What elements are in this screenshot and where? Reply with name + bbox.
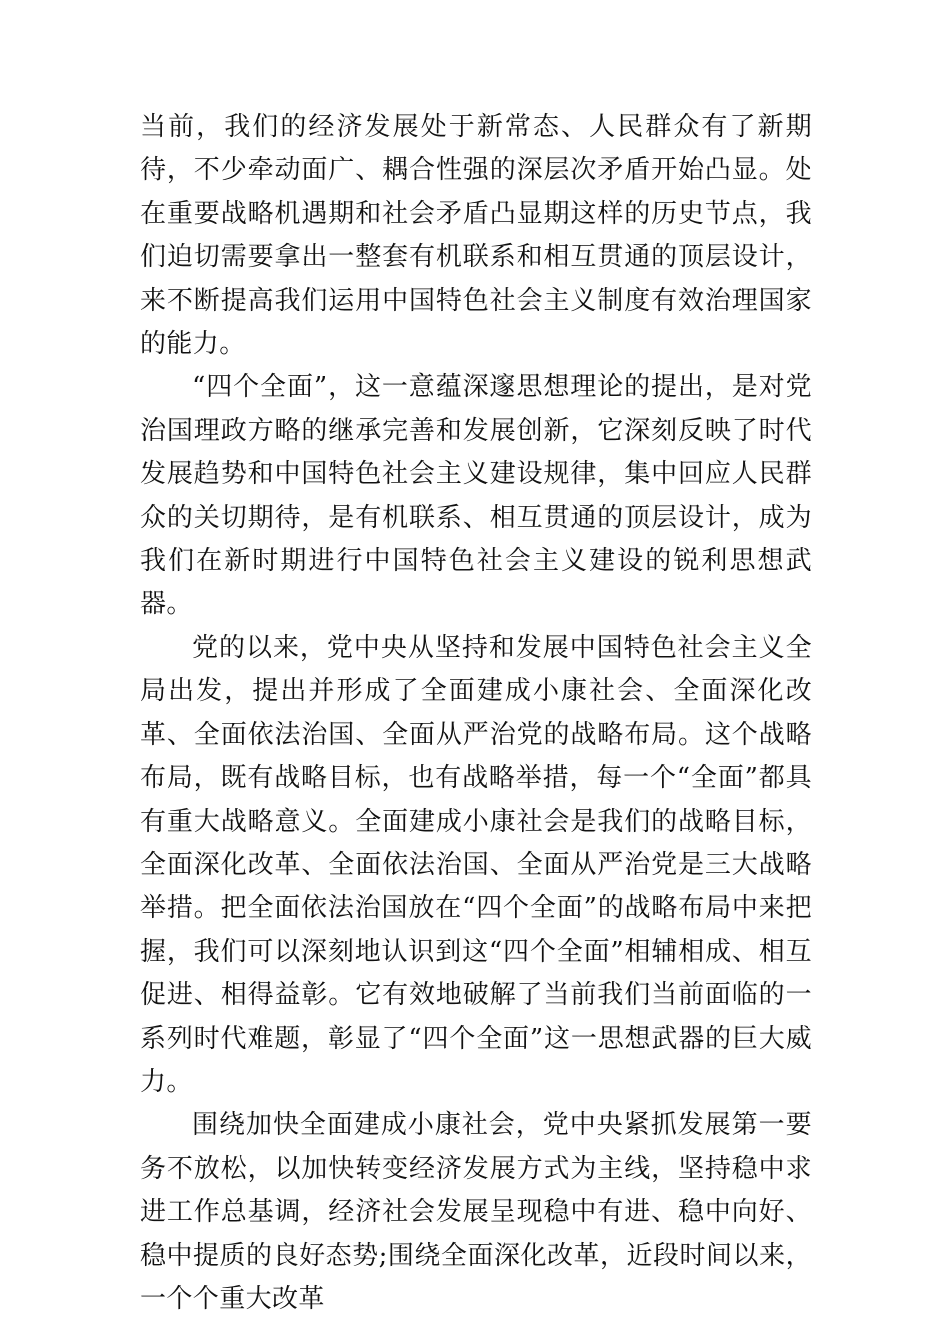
paragraph-3: 党的以来，党中央从坚持和发展中国特色社会主义全局出发，提出并形成了全面建成小康社会、全面深化改革、全面依法治国、全面从严治党的战略布局。这个战略布局，既有战略目标，也有战略举措，每一个“全面”都具有重大战略意义。全面建成小康社会是我们的战略目标，全面深化改革、全面依法治国、全面从严治党是三大战略举措。把全面依法治国放在“四个全面”的战略布局中来把握，我们可以深刻地认识到这“四个全面”相辅相成、相互促进、相得益彰。它有效地破解了当前我们当前面临的一系列时代难题，彰显了“四个全面”这一思想武器的巨大威力。 <box>140 632 812 1097</box>
document-body <box>140 106 812 1321</box>
paragraph-4: 围绕加快全面建成小康社会，党中央紧抓发展第一要务不放松，以加快转变经济发展方式为主线，坚持稳中求进工作总基调，经济社会发展呈现稳中有进、稳中向好、稳中提质的良好态势;围绕全面深化改革，近段时间以来，一个个重大改革 <box>140 1110 812 1314</box>
paragraph-2: “四个全面”，这一意蕴深邃思想理论的提出，是对党治国理政方略的继承完善和发展创新，它深刻反映了时代发展趋势和中国特色社会主义建设规律，集中回应人民群众的关切期待，是有机联系、相互贯通的顶层设计，成为我们在新时期进行中国特色社会主义建设的锐利思想武器。 <box>140 372 812 620</box>
paragraph-1: 当前，我们的经济发展处于新常态、人民群众有了新期待，不少牵动面广、耦合性强的深层次矛盾开始凸显。处在重要战略机遇期和社会矛盾凸显期这样的历史节点，我们迫切需要拿出一整套有机联系和相互贯通的顶层设计，来不断提高我们运用中国特色社会主义制度有效治理国家的能力。 <box>140 112 812 360</box>
